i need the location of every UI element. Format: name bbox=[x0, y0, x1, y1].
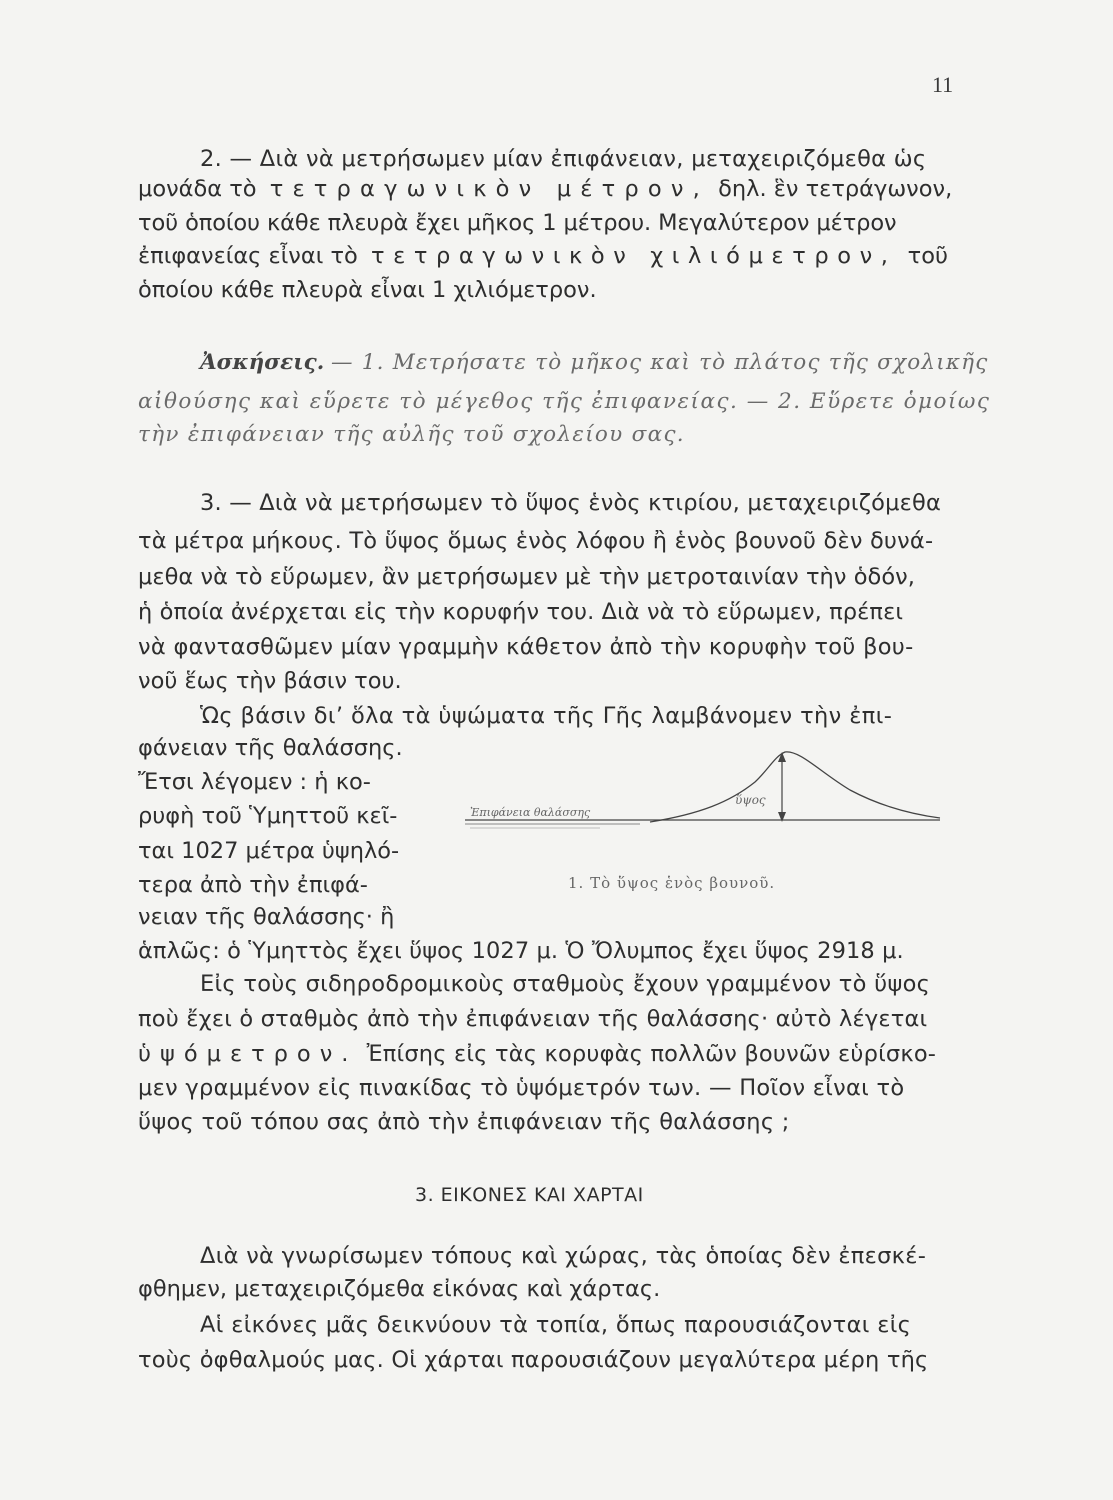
para3-line-9: Ἔτσι λέγομεν : ἡ κο- bbox=[138, 769, 371, 795]
sea-surface-label: Ἐπιφάνεια θαλάσσης bbox=[470, 806, 591, 819]
para3-line-11: ται 1027 μέτρα ὑψηλό- bbox=[138, 838, 400, 864]
mountain-height-figure bbox=[450, 742, 950, 862]
section3-line-4: τοὺς ὀφθαλμούς μας. Οἱ χάρται παρουσιάζουν μεγαλύτερα μέρη τῆς bbox=[138, 1347, 929, 1373]
para3-line-10: ρυφὴ τοῦ Ὑμηττοῦ κεῖ- bbox=[138, 803, 398, 829]
para2-line-1: 2. — Διὰ νὰ μετρήσωμεν μίαν ἐπιφάνειαν, μεταχειριζόμεθα ὡς bbox=[200, 146, 927, 172]
para3-line-3: μεθα νὰ τὸ εὕρωμεν, ἂν μετρήσωμεν μὲ τὴν μετροταινίαν τὴν ὁδόν, bbox=[138, 564, 915, 590]
height-arrow-top bbox=[778, 752, 786, 762]
spaced-term-square-km: τετραγωνικὸν χιλιόμετρον, bbox=[370, 243, 897, 269]
para2-line-3: τοῦ ὁποίου κάθε πλευρὰ ἔχει μῆκος 1 μέτρου. Μεγαλύτερον μέτρον bbox=[138, 210, 897, 236]
exercises-line-2: αἰθούσης καὶ εὕρετε τὸ μέγεθος τῆς ἐπιφανείας. — 2. Εὕρετε ὁμοίως bbox=[138, 389, 991, 414]
spaced-term-altitude: ὑψόμετρον. bbox=[138, 1041, 358, 1067]
para3-line-7: Ὡς βάσιν δι’ ὅλα τὰ ὑψώματα τῆς Γῆς λαμβάνομεν τὴν ἐπι- bbox=[200, 703, 893, 729]
section3-line-1: Διὰ νὰ γνωρίσωμεν τόπους καὶ χώρας, τὰς ὁποίας δὲν ἐπεσκέ- bbox=[200, 1243, 927, 1269]
section3-line-2: φθημεν, μεταχειριζόμεθα εἰκόνας καὶ χάρτας. bbox=[138, 1276, 661, 1302]
exercises-line-1 bbox=[200, 352, 989, 374]
para3-line-14: ἁπλῶς: ὁ Ὑμηττὸς ἔχει ὕψος 1027 μ. Ὁ Ὄλυμπος ἔχει ὕψος 2918 μ. bbox=[138, 938, 904, 964]
para3-line-6: νοῦ ἕως τὴν βάσιν του. bbox=[138, 668, 402, 694]
para3-line-15: Εἰς τοὺς σιδηροδρομικοὺς σταθμοὺς ἔχουν γραμμένον τὸ ὕψος bbox=[200, 971, 931, 997]
exercises-line-1-text: — 1. Μετρήσατε τὸ μῆκος καὶ τὸ πλάτος τῆς σχολικῆς bbox=[331, 350, 989, 375]
spaced-term-square-meter: τετραγωνικὸν μέτρον, bbox=[269, 176, 709, 202]
para3-line-2: τὰ μέτρα μήκους. Τὸ ὕψος ὅμως ἑνὸς λόφου ἢ ἑνὸς βουνοῦ δὲν δυνά- bbox=[138, 528, 934, 554]
para2-line-2 bbox=[138, 178, 952, 201]
section3-line-3: Αἱ εἰκόνες μᾶς δεικνύουν τὰ τοπία, ὅπως παρουσιάζονται εἰς bbox=[200, 1312, 912, 1338]
exercises-label: Ἀσκήσεις. bbox=[200, 350, 325, 375]
para2-line-5: ὁποίου κάθε πλευρὰ εἶναι 1 χιλιόμετρον. bbox=[138, 277, 597, 303]
para2-line-4-end: τοῦ bbox=[907, 243, 949, 269]
para2-line-2-end: δηλ. ἓν τετράγωνον, bbox=[718, 176, 953, 202]
para3-line-1: 3. — Διὰ νὰ μετρήσωμεν τὸ ὕψος ἑνὸς κτιρίου, μεταχειριζόμεθα bbox=[200, 490, 941, 516]
para2-line-2-start: μονάδα τὸ bbox=[138, 176, 257, 202]
para2-line-4 bbox=[138, 245, 948, 268]
para3-line-12: τερα ἀπὸ τὴν ἐπιφά- bbox=[138, 872, 368, 898]
para3-line-13: νειαν τῆς θαλάσσης· ἢ bbox=[138, 904, 395, 930]
para2-line-4-start: ἐπιφανείας εἶναι τὸ bbox=[138, 243, 358, 269]
para3-line-19: ὕψος τοῦ τόπου σας ἀπὸ τὴν ἐπιφάνειαν τῆς θαλάσσης ; bbox=[138, 1109, 790, 1135]
para3-line-4: ἡ ὁποία ἀνέρχεται εἰς τὴν κορυφήν του. Διὰ νὰ τὸ εὕρωμεν, πρέπει bbox=[138, 599, 904, 625]
page-number: 11 bbox=[932, 72, 954, 97]
para3-line-5: νὰ φαντασθῶμεν μίαν γραμμὴν κάθετον ἀπὸ τὴν κορυφὴν τοῦ βου- bbox=[138, 634, 914, 660]
mountain-outline bbox=[650, 752, 940, 822]
exercises-line-3: τὴν ἐπιφάνειαν τῆς αὐλῆς τοῦ σχολείου σας. bbox=[138, 422, 685, 447]
para3-line-17 bbox=[138, 1043, 936, 1066]
para3-line-17-end: Ἐπίσης εἰς τὰς κορυφὰς πολλῶν βουνῶν εὑρίσκο- bbox=[366, 1041, 937, 1067]
section-heading: 3. ΕΙΚΟΝΕΣ ΚΑΙ ΧΑΡΤΑΙ bbox=[415, 1184, 644, 1206]
figure-caption: 1. Τὸ ὕψος ἑνὸς βουνοῦ. bbox=[568, 874, 776, 892]
para3-line-18: μεν γραμμένον εἰς πινακίδας τὸ ὑψόμετρόν των. — Ποῖον εἶναι τὸ bbox=[138, 1075, 905, 1101]
height-label: ὕψος bbox=[735, 793, 766, 807]
para3-line-16: ποὺ ἔχει ὁ σταθμὸς ἀπὸ τὴν ἐπιφάνειαν τῆς θαλάσσης· αὐτὸ λέγεται bbox=[138, 1006, 928, 1032]
para3-line-8: φάνειαν τῆς θαλάσσης. bbox=[138, 735, 403, 761]
